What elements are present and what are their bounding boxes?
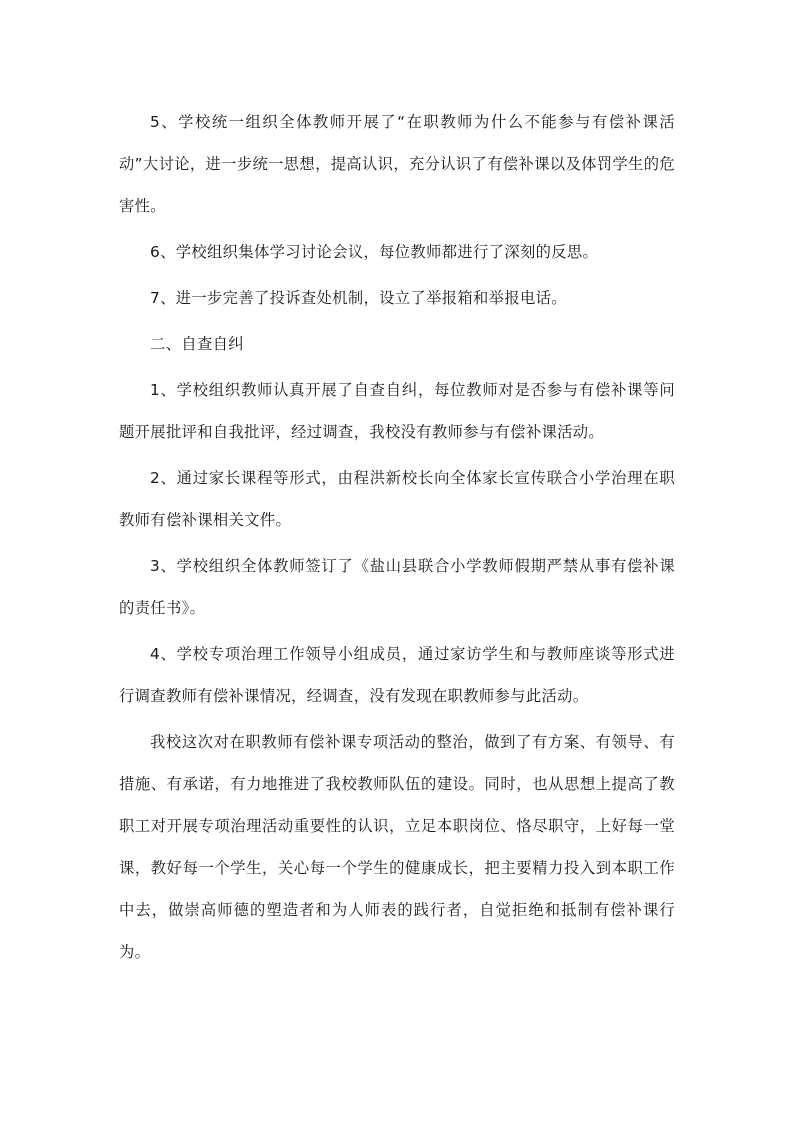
document-body <box>119 101 675 977</box>
paragraph-summary: 我校这次对在职教师有偿补课专项活动的整治，做到了有方案、有领导、有措施、有承诺，有力地推进了我校教师队伍的建设。同时，也从思想上提高了教职工对开展专项治理活动重要性的认识，立足本职岗位、恪尽职守，上好每一堂课，教好每一个学生，关心每一个学生的健康成长，把主要精力投入到本职工作中去，做崇高师德的塑造者和为人师表的践行者，自觉拒绝和抵制有偿补课行为。 <box>119 733 675 961</box>
paragraph-item-6: 6、学校组织集体学习讨论会议，每位教师都进行了深刻的反思。 <box>150 243 599 261</box>
paragraph-item-7: 7、进一步完善了投诉查处机制，设立了举报箱和举报电话。 <box>150 289 567 307</box>
paragraph-item-1: 1、学校组织教师认真开展了自查自纠，每位教师对是否参与有偿补课等问题开展批评和自我批评，经过调查，我校没有教师参与有偿补课活动。 <box>119 381 675 441</box>
paragraph-item-5: 5、学校统一组织全体教师开展了“在职教师为什么不能参与有偿补课活动”大讨论，进一步统一思想，提高认识，充分认识了有偿补课以及体罚学生的危害性。 <box>119 113 675 215</box>
paragraph-item-3: 3、学校组织全体教师签订了《盐山县联合小学教师假期严禁从事有偿补课的责任书》。 <box>119 557 675 617</box>
paragraph-item-4: 4、学校专项治理工作领导小组成员，通过家访学生和与教师座谈等形式进行调查教师有偿补课情况，经调查，没有发现在职教师参与此活动。 <box>119 645 675 705</box>
paragraph-item-2: 2、通过家长课程等形式，由程洪新校长向全体家长宣传联合小学治理在职教师有偿补课相关文件。 <box>119 469 675 529</box>
section-heading-self-check: 二、自查自纠 <box>150 335 244 353</box>
